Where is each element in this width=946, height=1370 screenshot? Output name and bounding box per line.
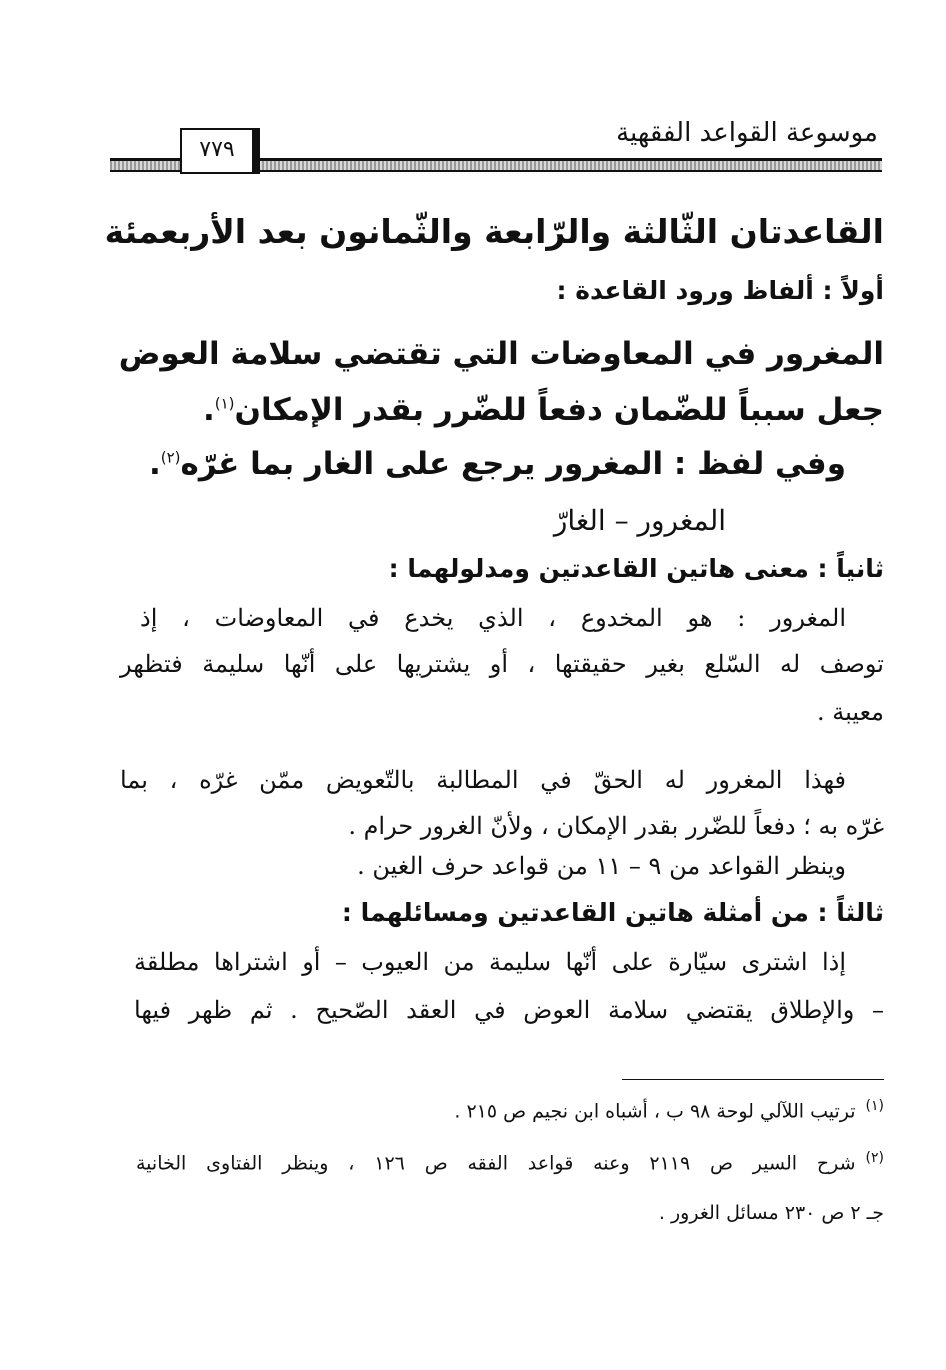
footnote-separator	[622, 1079, 884, 1080]
footnote-2	[136, 1150, 884, 1174]
running-header-title: موسوعة القواعد الفقهية	[616, 118, 878, 148]
footnote-1-mark: (١)	[865, 1098, 884, 1114]
example-line-1: إذا اشترى سيّارة على أنّها سليمة من العيوب – أو اشتراها مطلقة	[134, 948, 846, 976]
section-heading-2: ثانياً : معنى هاتين القاعدتين ومدلولهما :	[388, 554, 884, 583]
key-terms: المغرور – الغارّ	[553, 504, 726, 537]
footnote-1	[454, 1098, 884, 1122]
rule-text-line-2-body: جعل سبباً للضّمان دفعاً للضّرر بقدر الإمكان	[234, 392, 884, 428]
alt-wording-end: .	[148, 446, 161, 482]
paragraph-definition-line-1: المغرور : هو المخدوع ، الذي يخدع في المعاوضات ، إذ	[140, 604, 846, 632]
footnote-2-text-line-1: شرح السير ص ٢١١٩ وعنه قواعد الفقه ص ١٢٦ ، وينظر الفتاوى الخانية	[136, 1152, 856, 1175]
alt-wording-body: وفي لفظ : المغرور يرجع على الغار بما غرّه	[180, 446, 846, 482]
section-heading-1: أولاً : ألفاظ ورود القاعدة :	[556, 276, 884, 305]
footnote-2-line-2: جـ ٢ ص ٢٣٠ مسائل الغرور .	[658, 1202, 884, 1224]
paragraph-reference: وينظر القواعد من ٩ – ١١ من قواعد حرف الغين .	[357, 852, 846, 880]
paragraph-ruling-line-2: غرّه به ؛ دفعاً للضّرر بقدر الإمكان ، ولأنّ الغرور حرام .	[348, 812, 884, 840]
paragraph-definition-line-3: معيبة .	[816, 698, 884, 726]
footnote-ref-2: (٢)	[160, 448, 181, 467]
rule-text-line-1: المغرور في المعاوضات التي تقتضي سلامة العوض	[118, 336, 884, 372]
alt-wording-line	[149, 446, 846, 482]
paragraph-ruling-line-1: فهذا المغرور له الحقّ في المطالبة بالتّعويض ممّن غرّه ، بما	[120, 766, 846, 794]
rule-text-line-2-end: .	[202, 392, 215, 428]
section-heading-3: ثالثاً : من أمثلة هاتين القاعدتين ومسائلهما :	[341, 898, 884, 927]
paragraph-definition-line-2: توصف له السّلع بغير حقيقتها ، أو يشتريها على أنّها سليمة فتظهر	[120, 650, 884, 678]
footnote-2-mark: (٢)	[865, 1150, 884, 1166]
page-title: القاعدتان الثّالثة والرّابعة والثّمانون بعد الأربعمئة	[104, 212, 884, 251]
example-line-2: – والإطلاق يقتضي سلامة العوض في العقد الصّحيح . ثم ظهر فيها	[134, 996, 884, 1024]
page-number: ٧٧٩	[180, 128, 260, 174]
footnote-ref-1: (١)	[214, 394, 235, 413]
footnote-1-text: ترتيب اللآلي لوحة ٩٨ ب ، أشباه ابن نجيم ص ٢١٥ .	[454, 1100, 856, 1123]
rule-text-line-2	[203, 392, 884, 428]
